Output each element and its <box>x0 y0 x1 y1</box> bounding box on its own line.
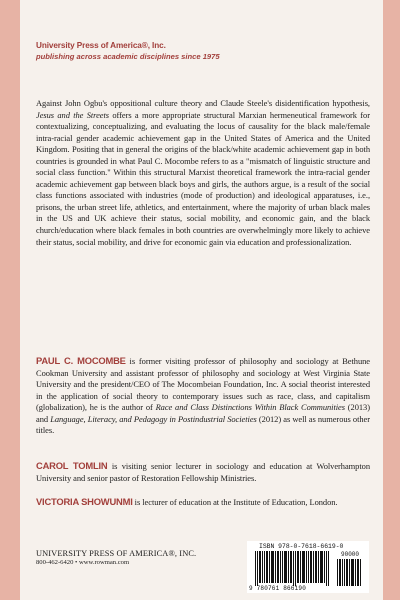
description-text-rest: offers a more appropriate structural Marxian hermeneutical framework for contextualizing, conceptualizing, and evaluating the locus of causality for the black male/female intra-racial gender academic achievement gap in the United States of America and the United Kingdom. Positing that in general the origins of the black/white academic achievement gap in both countries is grounded in what Paul C. Mocombe refers to as a "mismatch of linguistic structure and social class function." Within this structural Marxist theoretical framework the intra-racial gender academic achievement gap between black boys and girls, the authors argue, is a result of the social class functions associated with industries (mode of production) and ideological apparatuses, i.e., prisons, the urban street life, athletics, and entertainment, where the majority of urban black males in the US and UK achieve their status, social mobility, and economic gain, and the black church/education where black females in both countries are overwhelmingly more likely to achieve their status, social mobility, and drive for economic gain via education and professionalization. <box>36 109 370 247</box>
author-bio-mocombe <box>36 355 370 437</box>
author-name-tomlin: CAROL TOMLIN <box>36 460 108 471</box>
author-bio-showunmi <box>36 496 370 509</box>
bio-text: (2012) as well as numerous other titles. <box>36 413 370 436</box>
ean-digits: 9 780761 866190 <box>249 585 307 592</box>
footer-publisher-name: UNIVERSITY PRESS OF AMERICA®, INC. <box>36 549 197 558</box>
bio-text: (2013) and <box>36 402 370 424</box>
bio-text: is visiting senior lecturer in sociology and education at Wolverhampton University and senior pastor of Restoration Fellowship Ministries. <box>36 461 370 483</box>
footer-publisher <box>36 549 196 566</box>
footer-contact: 800-462-6420 • www.rowman.com <box>36 559 130 566</box>
publisher-name: University Press of America®, Inc. <box>36 41 166 50</box>
back-cover <box>20 0 383 600</box>
isbn-label: ISBN 978-0-7618-6619-0 <box>259 543 344 550</box>
description-text-start: Against John Ogbu's oppositional culture theory and Claude Steele's disidentification hypothesis, <box>36 98 370 108</box>
author-name-mocombe: PAUL C. MOCOMBE <box>36 355 126 366</box>
publisher-header <box>36 40 366 62</box>
book-description <box>36 98 370 248</box>
barcode-block <box>247 541 369 593</box>
bio-text: is former visiting professor of philosophy and sociology at Bethune Cookman University and assistant professor of philosophy and sociology at West Virginia State University and the president/CEO of The Mocombeian Foundation, Inc. A social theorist interested in the application of social theory to contemporary issues such as race, class, and capitalism (globalization), he is the author of <box>36 356 370 413</box>
author-bio-tomlin <box>36 460 370 484</box>
cited-work-2: Language, Literacy, and Pedagogy in Postindustrial Societies <box>50 413 257 424</box>
publisher-tagline: publishing across academic disciplines since 1975 <box>36 52 220 61</box>
book-title: Jesus and the Streets <box>36 109 110 120</box>
cited-work-1: Race and Class Distinctions Within Black Communities <box>155 402 345 413</box>
author-name-showunmi: VICTORIA SHOWUNMI <box>36 496 133 507</box>
bio-text: is lecturer of education at the Institute of Education, London. <box>132 497 338 507</box>
price-code: 90000 <box>341 551 360 558</box>
